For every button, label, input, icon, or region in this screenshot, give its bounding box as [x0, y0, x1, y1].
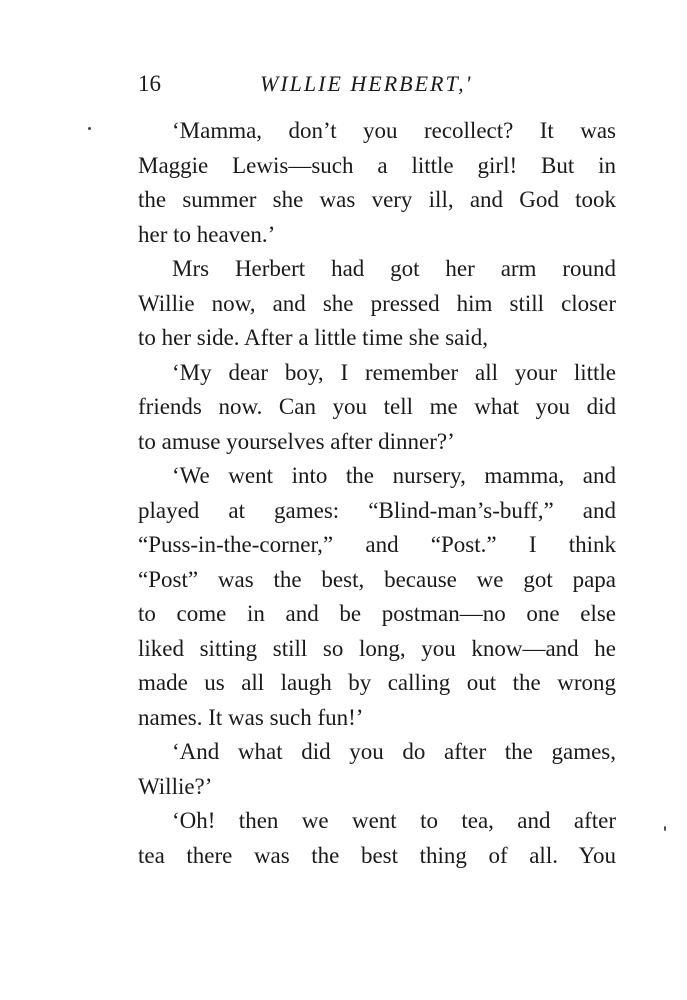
text-line: the summer she was very ill, and God took [138, 187, 616, 212]
text-line: friends now. Can you tell me what you did [138, 394, 616, 419]
text-line: “Post” was the best, because we got papa [138, 566, 616, 592]
page-number: 16 [138, 71, 161, 96]
text-line: liked sitting still so long, you know—and he [138, 635, 616, 661]
text-line: ‘Mamma, don’t you recollect? It was [172, 118, 616, 143]
text-line: to amuse yourselves after dinner?’ [138, 428, 455, 454]
text-line: to her side. After a little time she said, [138, 325, 489, 350]
text-line: “Puss-in-the-corner,” and “Post.” I think [138, 532, 616, 557]
text-line: ‘We went into the nursery, mamma, and [172, 463, 616, 488]
print-speck [664, 826, 666, 831]
text-line: tea there was the best thing of all. You [138, 842, 616, 868]
text-line: Maggie Lewis—such a little girl! But in [138, 152, 616, 178]
text-line: ‘My dear boy, I remember all your little [172, 359, 616, 385]
text-line: to come in and be postman—no one else [138, 601, 616, 626]
text-line: Willie?’ [138, 773, 213, 799]
body-text [138, 114, 616, 873]
text-line: ‘Oh! then we went to tea, and after [172, 808, 616, 833]
page-header [138, 68, 616, 100]
text-line: made us all laugh by calling out the wrong [138, 670, 616, 695]
running-title: WILLIE HERBERT,' [260, 71, 473, 96]
text-line: ‘And what did you do after the games, [172, 739, 616, 764]
print-speck [88, 127, 91, 130]
text-line: names. It was such fun!’ [138, 704, 364, 730]
text-line: her to heaven.’ [138, 221, 276, 247]
text-line: Willie now, and she pressed him still closer [138, 290, 616, 316]
text-line: Mrs Herbert had got her arm round [172, 256, 616, 281]
text-line: played at games: “Blind-man’s-buff,” and [138, 497, 616, 523]
